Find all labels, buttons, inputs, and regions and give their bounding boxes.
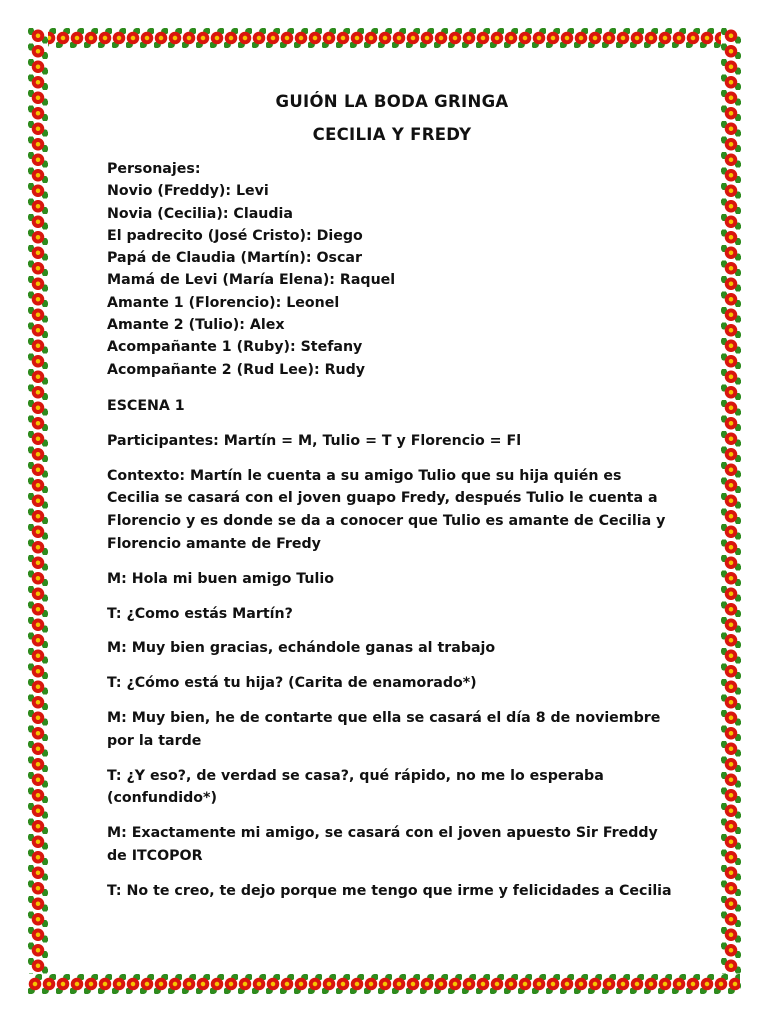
document-subtitle: CECILIA Y FREDY bbox=[312, 125, 472, 144]
cast-item: Amante 1 (Florencio): Leonel bbox=[107, 294, 340, 311]
document-title: GUIÓN LA BODA GRINGA bbox=[275, 92, 509, 111]
cast-item: El padrecito (José Cristo): Diego bbox=[107, 227, 363, 244]
cast-item: Novio (Freddy): Levi bbox=[107, 183, 269, 200]
cast-heading: Personajes: bbox=[107, 161, 201, 177]
scene-heading: ESCENA 1 bbox=[107, 397, 185, 414]
dialogue-line: M: Muy bien gracias, echándole ganas al trabajo bbox=[107, 640, 496, 657]
cast-item: Acompañante 2 (Rud Lee): Rudy bbox=[107, 361, 365, 378]
flower-border-left bbox=[28, 28, 48, 994]
flower-border-top bbox=[28, 28, 740, 48]
dialogue-line: M: Muy bien, he de contarte que ella se casará el día 8 de noviembre por la tarde bbox=[107, 709, 661, 749]
scene-context: Contexto: Martín le cuenta a su amigo Tulio que su hija quién es Cecilia se casará con el joven guapo Fredy, después Tulio le cuenta a Florencio y es donde se da a conocer que Tulio es amante de Cecilia y Florencio amante de Fredy bbox=[107, 467, 666, 552]
cast-item: Acompañante 1 (Ruby): Stefany bbox=[107, 339, 363, 356]
dialogue-line: T: ¿Y eso?, de verdad se casa?, qué rápido, no me lo esperaba (confundido*) bbox=[107, 767, 604, 807]
document-body bbox=[107, 92, 677, 915]
cast-item: Papá de Claudia (Martín): Oscar bbox=[107, 250, 362, 267]
dialogue-line: M: Hola mi buen amigo Tulio bbox=[107, 570, 334, 587]
cast-list bbox=[107, 158, 677, 381]
dialogue-line: M: Exactamente mi amigo, se casará con el joven apuesto Sir Freddy de ITCOPOR bbox=[107, 825, 658, 864]
cast-item: Mamá de Levi (María Elena): Raquel bbox=[107, 272, 396, 289]
flower-border-right bbox=[721, 28, 741, 994]
scene-participants: Participantes: Martín = M, Tulio = T y Florencio = Fl bbox=[107, 432, 522, 449]
flower-border-bottom bbox=[28, 974, 740, 994]
cast-item: Novia (Cecilia): Claudia bbox=[107, 205, 293, 222]
dialogue-line: T: No te creo, te dejo porque me tengo que irme y felicidades a Cecilia bbox=[107, 882, 672, 899]
dialogue-line: T: ¿Como estás Martín? bbox=[107, 605, 293, 622]
cast-item: Amante 2 (Tulio): Alex bbox=[107, 317, 285, 334]
dialogue-line: T: ¿Cómo está tu hija? (Carita de enamorado*) bbox=[107, 675, 477, 692]
